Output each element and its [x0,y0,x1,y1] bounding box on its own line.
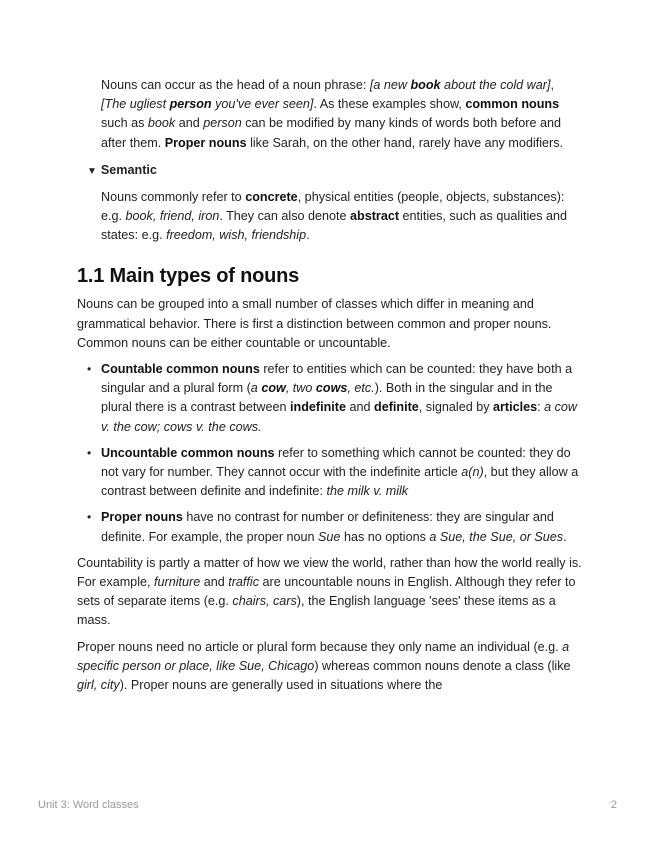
semantic-summary-label: Semantic [100,162,157,177]
term-uncountable: Uncountable common nouns [101,445,275,460]
semantic-section-body [101,188,582,246]
list-item-countable [77,360,582,437]
text-run: entities, such as qualities and states: e.g. [101,209,568,243]
example-text: book, friend, iron [125,209,220,224]
text-run: and [346,400,375,415]
term-abstract: abstract [350,209,400,224]
term-concrete: concrete [245,189,298,204]
example-text: girl, city [77,678,120,693]
example-word: furniture [154,575,201,590]
footer-unit-title: Unit 3: Word classes [38,799,139,811]
text-run: [a new [369,78,411,92]
text-run: Countability is partly a matter of how we view the world, rather than how the world really is. For example, [77,555,582,590]
example-word: person [203,116,242,131]
example-head-word: cows [315,381,348,396]
term-articles: articles [493,400,538,415]
text-run: can be modified by many kinds of words both before and after them. [101,116,561,150]
term-proper: Proper nouns [101,510,183,525]
syntax-section-body [101,76,582,153]
section-heading: 1.1 Main types of nouns [77,265,300,288]
page-content [77,76,582,695]
example-text: a cow v. the cow; cows v. the cows. [101,400,578,434]
example-text: freedom, wish, friendship [166,228,307,243]
semantic-paragraph [101,188,582,246]
example-word: book [147,116,176,131]
text-run: a [250,381,262,396]
text-run: ). Proper nouns are generally used in situations where the [119,678,443,693]
syntax-paragraph [101,76,582,153]
example-text: a Sue, the Sue, or Sues [429,529,564,544]
semantic-toggle[interactable] [87,161,582,181]
text-run: . As these examples show, [313,97,466,112]
text-run: such as [101,116,148,131]
footer-page-number: 2 [610,799,617,811]
example-text: a specific person or place, like Sue, Chicago [77,639,570,673]
disclosure-triangle-icon: ▼ [87,165,97,177]
term-common-nouns: common nouns [465,97,560,112]
text-run: refer to something which cannot be counted: they do not vary for number. They cannot occur with the indefinite article [101,445,571,480]
section-intro-paragraph: Nouns can be grouped into a small number of classes which differ in meaning and grammatical behavior. There is first a distinction between common and proper nouns. Common nouns can be either countable or uncountable. [77,297,552,350]
text-run: you've ever seen] [211,97,314,112]
example-text: the milk v. milk [326,484,409,499]
example-head-word: cow [261,381,286,396]
text-run: , but they allow a contrast between definite and indefinite: [101,465,579,499]
text-run: has no options [340,529,430,544]
example-head-word: book [410,78,441,92]
example-text [370,78,551,92]
term-countable: Countable common nouns [101,362,260,377]
text-run: Proper nouns need no article or plural form because they only name an individual (e.g. [77,639,563,654]
text-run: Nouns can occur as the head of a noun phrase: [101,78,370,92]
example-text: a(n) [461,465,484,480]
text-run: [The ugliest [101,97,170,112]
noun-types-list [77,360,582,547]
text-run: and [200,575,229,590]
text-run: , physical entities (people, objects, substances): e.g. [101,189,565,224]
text-run: are uncountable nouns in English. Although they refer to sets of separate items (e.g. [77,575,576,609]
text-run: , [550,78,554,92]
text-run: ). Both in the singular and in the plural there is a contrast between [101,381,553,415]
list-item-uncountable [77,444,582,502]
text-run: , etc. [347,381,375,396]
text-run: . They can also denote [219,209,351,224]
text-run: Nouns commonly refer to [101,189,246,204]
bullet-icon: • [87,362,92,377]
text-run: like Sarah, on the other hand, rarely have any modifiers. [246,135,563,150]
term-definite: definite [374,400,419,415]
text-run: : [537,400,545,415]
text-run: . [306,228,310,243]
bullet-icon: • [87,510,92,525]
term-proper-nouns: Proper nouns [164,135,247,150]
text-run: , two [285,381,316,396]
text-run: about the cold war] [440,78,551,92]
text-run: refer to entities which can be counted: they have both a singular and a plural form ( [101,362,573,396]
text-run: have no contrast for number or definiteness: they are singular and definite. For example, the proper noun [101,510,554,544]
term-indefinite: indefinite [290,400,346,415]
text-run: ) whereas common nouns denote a class (like [314,658,571,673]
proper-nouns-paragraph [77,638,582,696]
example-text: chairs, cars [232,594,297,609]
countability-paragraph [77,554,582,631]
list-item-proper [77,508,582,546]
text-run: . [563,529,567,544]
text-run: and [175,116,204,131]
example-text [251,381,375,395]
example-word: traffic [228,575,260,590]
example-word: Sue [318,529,341,544]
text-run: ), the English language 'sees' these items as a mass. [77,594,556,628]
example-head-word: person [169,97,212,112]
example-text [101,97,313,111]
text-run: , signaled by [418,400,494,415]
bullet-icon: • [87,445,92,460]
